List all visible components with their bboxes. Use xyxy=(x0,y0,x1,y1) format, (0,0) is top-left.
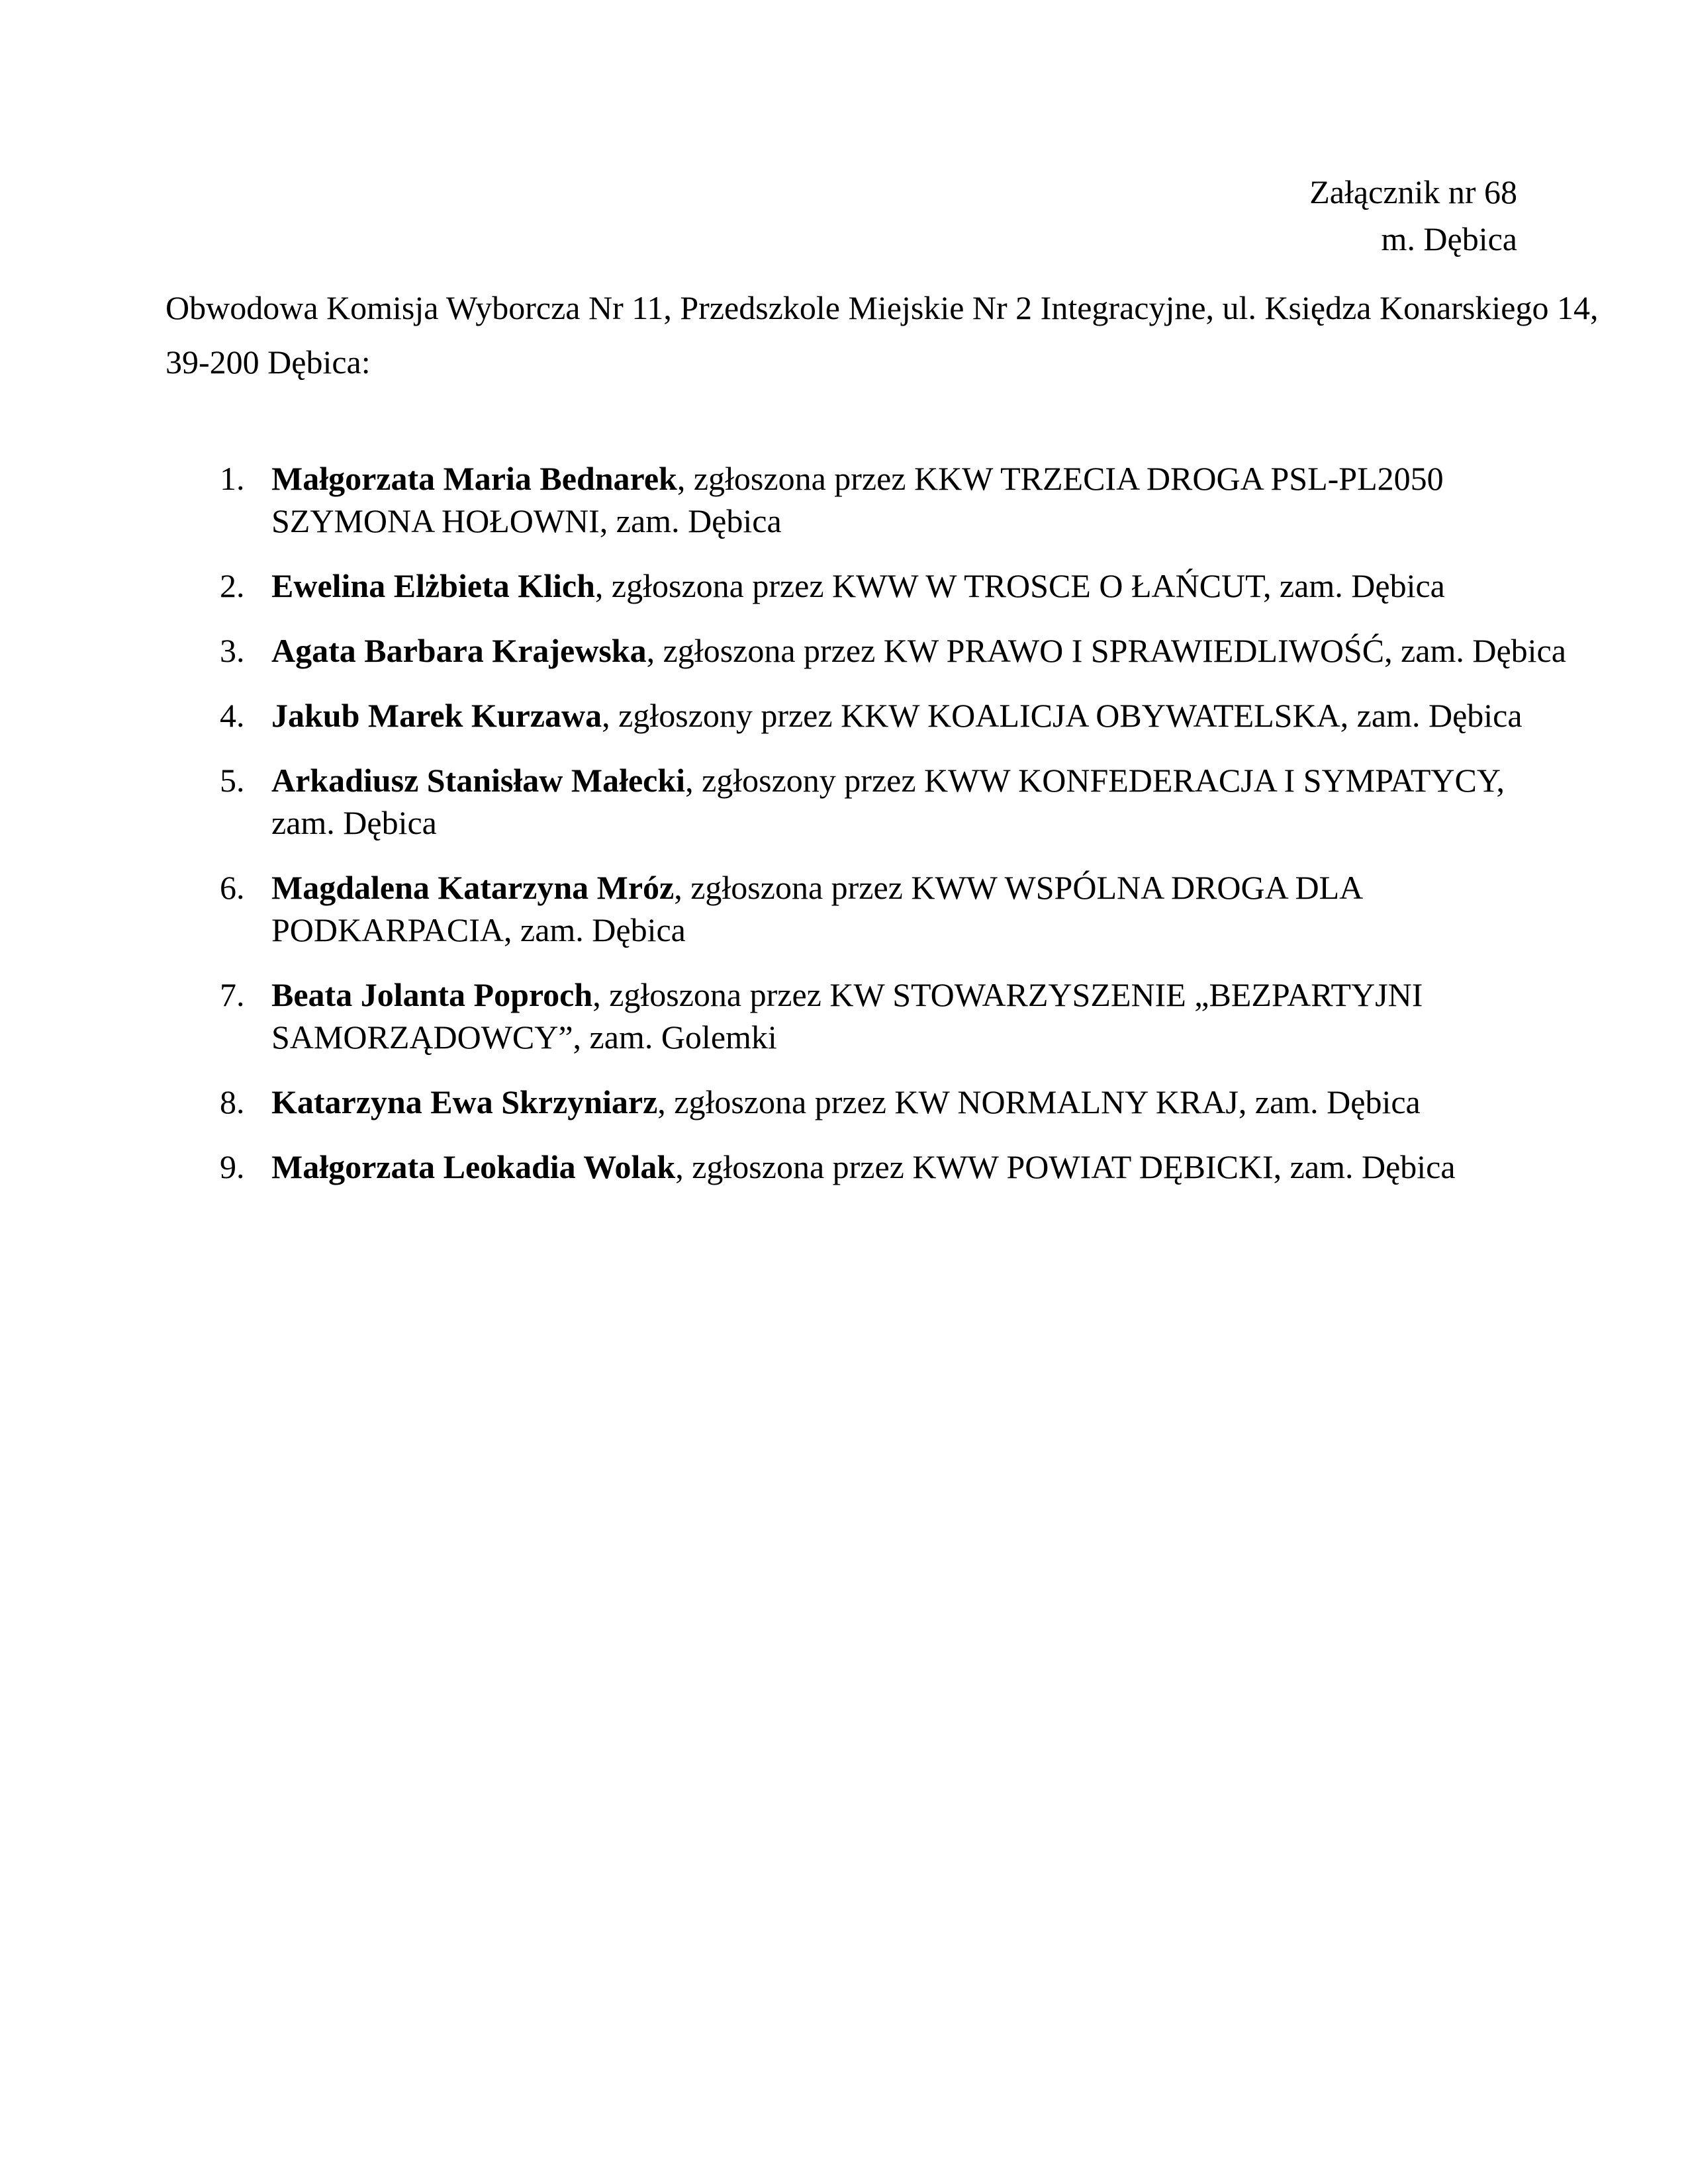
candidate-name: Małgorzata Maria Bednarek xyxy=(271,460,677,497)
candidate-details: , zgłoszona przez KWW WSPÓLNA DROGA DLA xyxy=(674,869,1364,906)
list-item-text xyxy=(271,759,1505,844)
list-item-text xyxy=(271,974,1423,1058)
candidate-name: Jakub Marek Kurzawa xyxy=(271,697,602,734)
candidate-details: , zgłoszona przez KW PRAWO I SPRAWIEDLIWOŚĆ, zam. Dębica xyxy=(646,632,1566,669)
list-item-text xyxy=(271,1146,1456,1188)
candidate-details: , zgłoszony przez KWW KONFEDERACJA I SYMPATYCY, xyxy=(685,762,1505,799)
candidate-name: Ewelina Elżbieta Klich xyxy=(271,567,595,604)
attachment-number-line: Załącznik nr 68 xyxy=(1309,173,1517,210)
candidate-details: , zgłoszona przez KWW POWIAT DĘBICKI, zam. Dębica xyxy=(675,1148,1456,1185)
list-item xyxy=(220,1146,1537,1188)
candidate-line2: SZYMONA HOŁOWNI, zam. Dębica xyxy=(271,502,782,539)
commission-intro xyxy=(165,281,1598,389)
candidate-name: Magdalena Katarzyna Mróz xyxy=(271,869,675,906)
candidate-line1 xyxy=(271,759,1505,801)
candidate-name: Agata Barbara Krajewska xyxy=(271,632,647,669)
list-item-text xyxy=(271,457,1444,542)
city-line: m. Dębica xyxy=(1381,220,1517,257)
list-item xyxy=(220,565,1537,607)
candidate-details: , zgłoszony przez KKW KOALICJA OBYWATELSKA, zam. Dębica xyxy=(602,697,1523,734)
list-item xyxy=(220,866,1537,951)
list-item-text xyxy=(271,866,1363,951)
list-item-number: 9. xyxy=(220,1148,245,1185)
list-item xyxy=(220,1081,1537,1123)
list-item-number: 5. xyxy=(220,762,245,799)
candidate-name: Arkadiusz Stanisław Małecki xyxy=(271,762,686,799)
list-item xyxy=(220,759,1537,844)
list-item-text xyxy=(271,629,1566,672)
candidate-line2: zam. Dębica xyxy=(271,804,437,841)
candidate-details: , zgłoszona przez KWW W TROSCE O ŁAŃCUT, zam. Dębica xyxy=(594,567,1445,604)
candidate-line1 xyxy=(271,565,1445,607)
candidate-line1 xyxy=(271,457,1444,500)
candidate-name: Katarzyna Ewa Skrzyniarz xyxy=(271,1083,658,1120)
candidate-line1 xyxy=(271,974,1423,1016)
attachment-header xyxy=(1309,169,1517,263)
list-item-text xyxy=(271,694,1523,737)
candidate-name: Małgorzata Leokadia Wolak xyxy=(271,1148,676,1185)
list-item xyxy=(220,629,1566,672)
commission-intro-line1: Obwodowa Komisja Wyborcza Nr 11, Przedszkole Miejskie Nr 2 Integracyjne, ul. Księdza Konarskiego 14, xyxy=(165,289,1599,326)
list-item-text xyxy=(271,565,1445,607)
candidate-line2: PODKARPACIA, zam. Dębica xyxy=(271,911,686,948)
list-item xyxy=(220,457,1537,542)
candidate-details: , zgłoszona przez KW STOWARZYSZENIE „BEZPARTYJNI xyxy=(592,976,1423,1013)
list-item xyxy=(220,974,1537,1058)
candidate-line2: SAMORZĄDOWCY”, zam. Golemki xyxy=(271,1019,777,1056)
list-item-text xyxy=(271,1081,1421,1123)
candidate-name: Beata Jolanta Poproch xyxy=(271,976,593,1013)
list-item xyxy=(220,694,1537,737)
list-item-number: 2. xyxy=(220,567,245,604)
candidate-line1 xyxy=(271,1146,1456,1188)
candidate-details: , zgłoszona przez KKW TRZECIA DROGA PSL-PL2050 xyxy=(677,460,1444,497)
candidate-details: , zgłoszona przez KW NORMALNY KRAJ, zam. Dębica xyxy=(657,1083,1421,1120)
commission-intro-line2: 39-200 Dębica: xyxy=(165,343,371,381)
candidate-line1 xyxy=(271,694,1523,737)
candidate-line1 xyxy=(271,866,1363,909)
list-item-number: 4. xyxy=(220,697,245,734)
list-item-number: 8. xyxy=(220,1083,245,1120)
candidate-line1 xyxy=(271,629,1566,672)
list-item-number: 3. xyxy=(220,632,245,669)
candidate-line1 xyxy=(271,1081,1421,1123)
list-item-number: 6. xyxy=(220,869,245,906)
candidate-list xyxy=(220,457,1566,1210)
list-item-number: 7. xyxy=(220,976,245,1013)
list-item-number: 1. xyxy=(220,460,245,497)
